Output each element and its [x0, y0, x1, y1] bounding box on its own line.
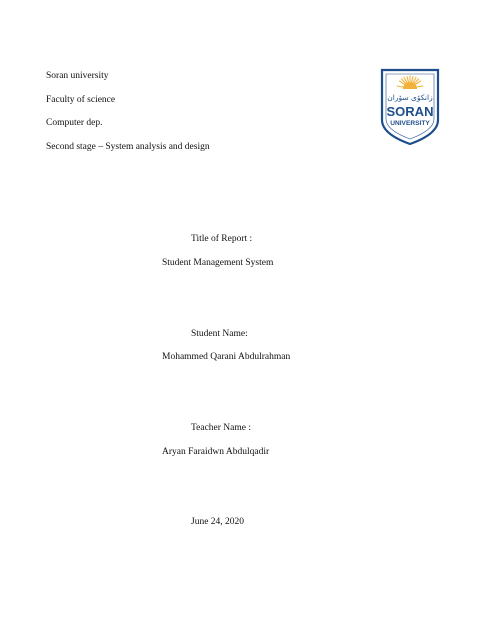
report-title: Student Management System [162, 258, 274, 268]
stage-course: Second stage – System analysis and design [46, 142, 210, 152]
logo-university-text: UNIVERSITY [390, 120, 430, 127]
student-name: Mohammed Qarani Abdulrahman [162, 352, 291, 362]
university-name: Soran university [46, 71, 109, 81]
soran-university-logo [380, 68, 440, 146]
logo-shield-icon [380, 68, 440, 146]
report-date: June 24, 2020 [191, 517, 245, 527]
teacher-label: Teacher Name : [191, 423, 251, 433]
logo-arabic-text: زانكۆی سۆران [387, 93, 433, 102]
department-name: Computer dep. [46, 118, 103, 128]
teacher-name: Aryan Faraidwn Abdulqadir [162, 447, 270, 457]
logo-soran-text: SORAN [386, 104, 434, 119]
student-label: Student Name: [191, 329, 248, 339]
title-label: Title of Report : [191, 234, 253, 244]
faculty-name: Faculty of science [46, 95, 116, 105]
